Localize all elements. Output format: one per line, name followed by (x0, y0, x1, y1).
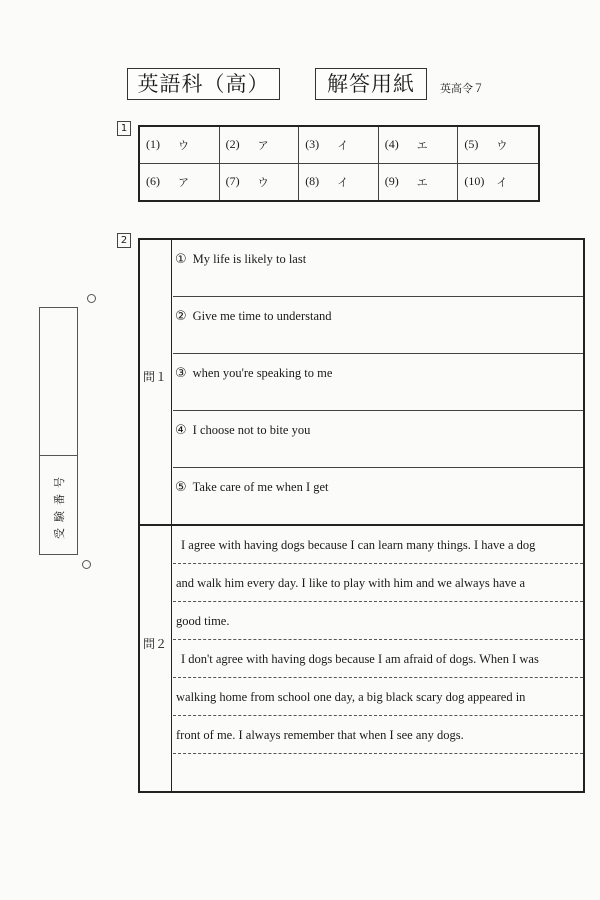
q1-label-column (140, 240, 172, 525)
punch-hole-marker (87, 294, 96, 303)
q1-label: 問１ (143, 370, 168, 384)
exam-code: 英高令７ (440, 82, 484, 95)
q2-answer-line: I don't agree with having dogs because I am afraid of dogs. When I was (173, 640, 583, 678)
answer-cell (299, 164, 379, 201)
question-number: (5) (464, 137, 479, 152)
question-number: (1) (146, 137, 160, 152)
question-number: (8) (305, 174, 320, 189)
section-2-answer-table (138, 238, 585, 793)
question-number: (7) (225, 174, 240, 189)
answer-cell (220, 127, 300, 164)
subject-title: 英語科（高） (127, 68, 280, 100)
question-number: (10) (464, 174, 485, 189)
q2-answer-line: walking home from school one day, a big black scary dog appeared in (173, 678, 583, 716)
question-number: (3) (305, 137, 320, 152)
answer-value: イ (337, 175, 349, 189)
answer-value: イ (337, 138, 349, 152)
q1-answer-row (173, 468, 583, 525)
punch-hole-marker (82, 560, 91, 569)
question-number: (9) (384, 174, 399, 189)
section-1-answer-table (138, 125, 540, 202)
q2-answer-line (173, 754, 583, 792)
item-marker: ③ (175, 366, 187, 381)
answer-text: My life is likely to last (192, 252, 307, 266)
answer-value: エ (416, 138, 428, 152)
q1-answer-row (173, 411, 583, 468)
q1-answer-row (173, 354, 583, 411)
answer-cell (458, 164, 538, 201)
exam-number-label: 受験番号 (52, 471, 66, 539)
section-1-number: 1 (117, 121, 131, 136)
answer-text: when you're speaking to me (192, 366, 333, 380)
answer-value: ウ (178, 138, 189, 152)
q2-answer-line: front of me. I always remember that when I see any dogs. (173, 716, 583, 754)
answer-cell (379, 164, 459, 201)
item-marker: ④ (175, 423, 187, 438)
answer-cell (299, 127, 379, 164)
item-marker: ① (175, 252, 187, 267)
answer-cell (458, 127, 538, 164)
answer-sheet-title: 解答用紙 (315, 68, 427, 100)
q1-answer-row (173, 297, 583, 354)
answer-value: エ (416, 175, 428, 189)
answer-value: ア (257, 138, 269, 152)
item-marker: ⑤ (175, 480, 187, 495)
q2-label: 問２ (143, 637, 168, 651)
answer-value: ウ (496, 138, 508, 152)
answer-text: Take care of me when I get (192, 480, 329, 494)
section-2-number: 2 (117, 233, 131, 248)
answer-cell (140, 164, 220, 201)
question-number: (4) (384, 137, 399, 152)
answer-value: イ (496, 175, 508, 189)
exam-number-label-cell (40, 455, 77, 554)
answer-value: ウ (257, 175, 269, 189)
answer-text: Give me time to understand (192, 309, 332, 323)
q2-answer-line: and walk him every day. I like to play with him and we always have a (173, 564, 583, 602)
answer-text: I choose not to bite you (192, 423, 311, 437)
answer-cell (140, 127, 220, 164)
question-number: (2) (225, 137, 240, 152)
exam-number-box[interactable] (39, 307, 78, 555)
q1-answer-row (173, 240, 583, 297)
item-marker: ② (175, 309, 187, 324)
question-number: (6) (146, 174, 160, 189)
q2-answer-line: I agree with having dogs because I can learn many things. I have a dog (173, 526, 583, 564)
q2-answer-line: good time. (173, 602, 583, 640)
answer-value: ア (178, 175, 189, 189)
answer-cell (379, 127, 459, 164)
q2-label-column (140, 526, 172, 791)
answer-cell (220, 164, 300, 201)
